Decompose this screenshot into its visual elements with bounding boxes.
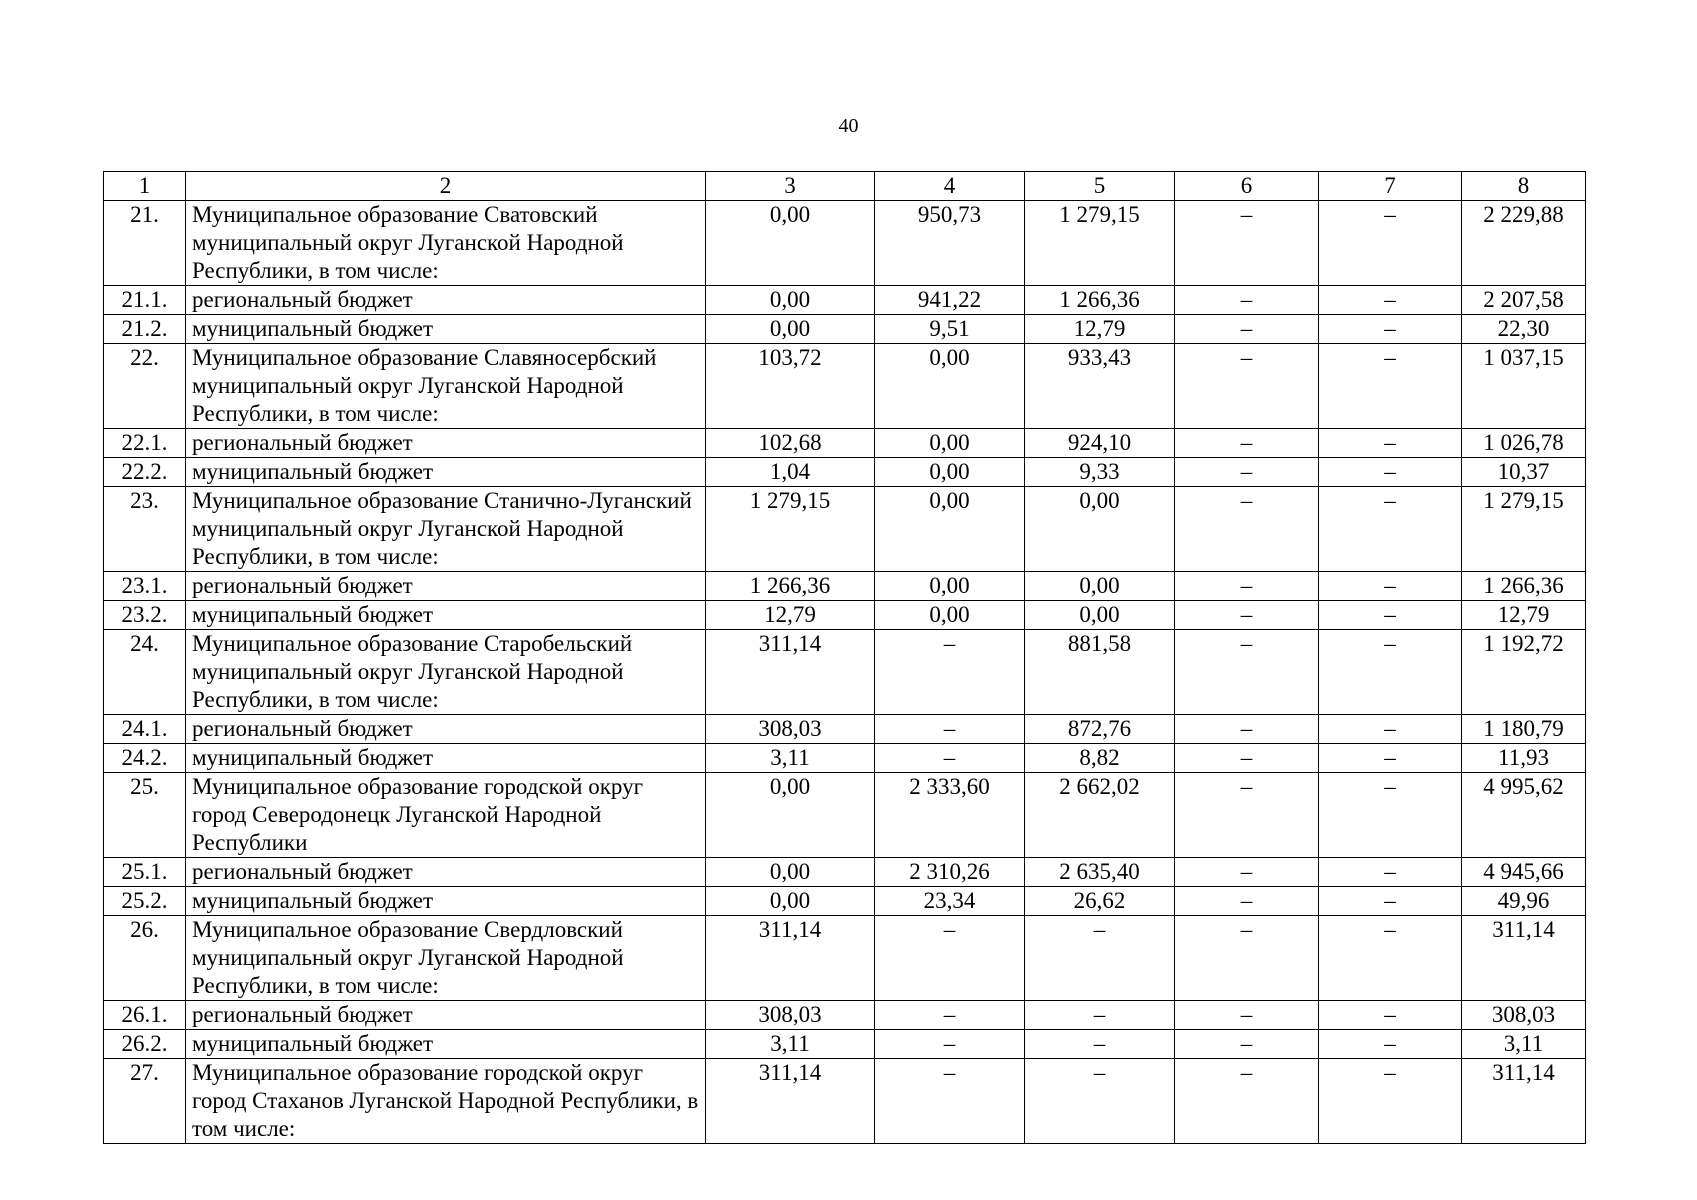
cell-col-8: 308,03 (1462, 1001, 1586, 1030)
table-row (104, 630, 1586, 715)
cell-col-4: – (875, 1059, 1025, 1144)
table-row (104, 773, 1586, 858)
cell-col-8: 1 266,36 (1462, 572, 1586, 601)
cell-col-5: 26,62 (1025, 887, 1175, 916)
cell-col-6: – (1175, 572, 1319, 601)
cell-col-8: 49,96 (1462, 887, 1586, 916)
cell-col-4: 2 310,26 (875, 858, 1025, 887)
cell-col-7: – (1319, 1059, 1462, 1144)
cell-col-3: 311,14 (706, 630, 875, 715)
cell-col-5: 0,00 (1025, 572, 1175, 601)
cell-col-8: 1 279,15 (1462, 487, 1586, 572)
row-number-cell: 25.1. (104, 858, 186, 887)
cell-col-4: 950,73 (875, 201, 1025, 286)
row-number-cell: 27. (104, 1059, 186, 1144)
row-number-cell: 24.2. (104, 744, 186, 773)
cell-col-5: 9,33 (1025, 458, 1175, 487)
row-name-cell: муниципальный бюджет (186, 601, 706, 630)
table-row (104, 572, 1586, 601)
cell-col-3: 308,03 (706, 715, 875, 744)
cell-col-5: 924,10 (1025, 429, 1175, 458)
row-name-cell: Муниципальное образование Станично-Луганский муниципальный округ Луганской Народной Республики, в том числе: (186, 487, 706, 572)
page-number: 40 (838, 115, 859, 137)
row-number-cell: 26.2. (104, 1030, 186, 1059)
cell-col-3: 0,00 (706, 887, 875, 916)
cell-col-8: 311,14 (1462, 1059, 1586, 1144)
row-number-cell: 21.2. (104, 315, 186, 344)
cell-col-7: – (1319, 744, 1462, 773)
table-row (104, 286, 1586, 315)
cell-col-6: – (1175, 916, 1319, 1001)
table-row (104, 1059, 1586, 1144)
table-row (104, 715, 1586, 744)
table-row (104, 1030, 1586, 1059)
cell-col-6: – (1175, 887, 1319, 916)
cell-col-8: 1 192,72 (1462, 630, 1586, 715)
table-row (104, 201, 1586, 286)
row-name-cell: муниципальный бюджет (186, 1030, 706, 1059)
table-row (104, 458, 1586, 487)
cell-col-3: 103,72 (706, 344, 875, 429)
cell-col-3: 12,79 (706, 601, 875, 630)
row-number-cell: 25. (104, 773, 186, 858)
cell-col-5: 2 635,40 (1025, 858, 1175, 887)
table-row (104, 1001, 1586, 1030)
cell-col-6: – (1175, 715, 1319, 744)
column-header-3: 3 (706, 172, 875, 201)
row-name-cell: муниципальный бюджет (186, 315, 706, 344)
row-number-cell: 24.1. (104, 715, 186, 744)
cell-col-4: 0,00 (875, 572, 1025, 601)
cell-col-7: – (1319, 1030, 1462, 1059)
cell-col-3: 0,00 (706, 773, 875, 858)
cell-col-8: 2 229,88 (1462, 201, 1586, 286)
cell-col-8: 4 995,62 (1462, 773, 1586, 858)
cell-col-4: – (875, 744, 1025, 773)
row-number-cell: 24. (104, 630, 186, 715)
cell-col-6: – (1175, 858, 1319, 887)
cell-col-6: – (1175, 201, 1319, 286)
column-header-8: 8 (1462, 172, 1586, 201)
cell-col-8: 1 180,79 (1462, 715, 1586, 744)
table-header-row (104, 172, 1586, 201)
cell-col-8: 12,79 (1462, 601, 1586, 630)
column-header-6: 6 (1175, 172, 1319, 201)
row-name-cell: региональный бюджет (186, 1001, 706, 1030)
cell-col-4: 0,00 (875, 458, 1025, 487)
column-header-1: 1 (104, 172, 186, 201)
cell-col-3: 0,00 (706, 858, 875, 887)
cell-col-6: – (1175, 601, 1319, 630)
cell-col-7: – (1319, 487, 1462, 572)
cell-col-6: – (1175, 315, 1319, 344)
cell-col-4: 941,22 (875, 286, 1025, 315)
cell-col-7: – (1319, 344, 1462, 429)
cell-col-3: 308,03 (706, 1001, 875, 1030)
row-name-cell: Муниципальное образование городской округ город Северодонецк Луганской Народной Республики (186, 773, 706, 858)
cell-col-4: 0,00 (875, 429, 1025, 458)
table-row (104, 429, 1586, 458)
cell-col-7: – (1319, 458, 1462, 487)
row-name-cell: муниципальный бюджет (186, 458, 706, 487)
cell-col-4: – (875, 1001, 1025, 1030)
cell-col-8: 311,14 (1462, 916, 1586, 1001)
cell-col-6: – (1175, 1059, 1319, 1144)
cell-col-7: – (1319, 715, 1462, 744)
cell-col-4: – (875, 916, 1025, 1001)
cell-col-3: 3,11 (706, 744, 875, 773)
cell-col-4: 23,34 (875, 887, 1025, 916)
cell-col-6: – (1175, 429, 1319, 458)
cell-col-5: 2 662,02 (1025, 773, 1175, 858)
cell-col-5: – (1025, 1030, 1175, 1059)
cell-col-8: 22,30 (1462, 315, 1586, 344)
cell-col-8: 11,93 (1462, 744, 1586, 773)
cell-col-7: – (1319, 858, 1462, 887)
cell-col-4: 0,00 (875, 601, 1025, 630)
row-name-cell: муниципальный бюджет (186, 887, 706, 916)
cell-col-5: 872,76 (1025, 715, 1175, 744)
cell-col-8: 1 026,78 (1462, 429, 1586, 458)
cell-col-5: – (1025, 1001, 1175, 1030)
cell-col-4: – (875, 1030, 1025, 1059)
cell-col-8: 10,37 (1462, 458, 1586, 487)
table-row (104, 916, 1586, 1001)
cell-col-6: – (1175, 773, 1319, 858)
cell-col-3: 311,14 (706, 1059, 875, 1144)
cell-col-6: – (1175, 1030, 1319, 1059)
cell-col-6: – (1175, 630, 1319, 715)
row-name-cell: Муниципальное образование Сватовский муниципальный округ Луганской Народной Республики, в том числе: (186, 201, 706, 286)
row-name-cell: региональный бюджет (186, 572, 706, 601)
cell-col-5: – (1025, 1059, 1175, 1144)
cell-col-3: 102,68 (706, 429, 875, 458)
cell-col-3: 1,04 (706, 458, 875, 487)
cell-col-7: – (1319, 887, 1462, 916)
row-name-cell: Муниципальное образование Свердловский муниципальный округ Луганской Народной Республики, в том числе: (186, 916, 706, 1001)
cell-col-7: – (1319, 315, 1462, 344)
cell-col-5: 881,58 (1025, 630, 1175, 715)
row-name-cell: региональный бюджет (186, 286, 706, 315)
row-name-cell: Муниципальное образование Старобельский муниципальный округ Луганской Народной Республики, в том числе: (186, 630, 706, 715)
cell-col-7: – (1319, 286, 1462, 315)
row-name-cell: Муниципальное образование городской округ город Стаханов Луганской Народной Республики, в том числе: (186, 1059, 706, 1144)
row-number-cell: 22.1. (104, 429, 186, 458)
cell-col-7: – (1319, 429, 1462, 458)
cell-col-4: 0,00 (875, 344, 1025, 429)
row-name-cell: региональный бюджет (186, 858, 706, 887)
cell-col-4: – (875, 630, 1025, 715)
cell-col-6: – (1175, 458, 1319, 487)
budget-table (103, 171, 1586, 1144)
table-row (104, 858, 1586, 887)
cell-col-3: 311,14 (706, 916, 875, 1001)
row-name-cell: Муниципальное образование Славяносербский муниципальный округ Луганской Народной Республики, в том числе: (186, 344, 706, 429)
cell-col-5: 0,00 (1025, 487, 1175, 572)
row-number-cell: 26.1. (104, 1001, 186, 1030)
column-header-5: 5 (1025, 172, 1175, 201)
cell-col-4: 2 333,60 (875, 773, 1025, 858)
table-row (104, 887, 1586, 916)
row-number-cell: 26. (104, 916, 186, 1001)
cell-col-7: – (1319, 916, 1462, 1001)
cell-col-5: 12,79 (1025, 315, 1175, 344)
cell-col-6: – (1175, 1001, 1319, 1030)
cell-col-5: 1 279,15 (1025, 201, 1175, 286)
cell-col-8: 2 207,58 (1462, 286, 1586, 315)
cell-col-3: 1 279,15 (706, 487, 875, 572)
cell-col-7: – (1319, 201, 1462, 286)
cell-col-5: – (1025, 916, 1175, 1001)
cell-col-5: 933,43 (1025, 344, 1175, 429)
cell-col-8: 1 037,15 (1462, 344, 1586, 429)
row-number-cell: 23. (104, 487, 186, 572)
cell-col-4: 9,51 (875, 315, 1025, 344)
cell-col-8: 3,11 (1462, 1030, 1586, 1059)
cell-col-3: 0,00 (706, 315, 875, 344)
row-number-cell: 23.1. (104, 572, 186, 601)
row-number-cell: 25.2. (104, 887, 186, 916)
cell-col-7: – (1319, 1001, 1462, 1030)
cell-col-6: – (1175, 744, 1319, 773)
row-name-cell: региональный бюджет (186, 715, 706, 744)
cell-col-3: 3,11 (706, 1030, 875, 1059)
row-number-cell: 22. (104, 344, 186, 429)
cell-col-7: – (1319, 601, 1462, 630)
cell-col-3: 1 266,36 (706, 572, 875, 601)
row-name-cell: региональный бюджет (186, 429, 706, 458)
table-row (104, 744, 1586, 773)
table-row (104, 344, 1586, 429)
row-number-cell: 23.2. (104, 601, 186, 630)
row-name-cell: муниципальный бюджет (186, 744, 706, 773)
cell-col-7: – (1319, 572, 1462, 601)
cell-col-8: 4 945,66 (1462, 858, 1586, 887)
cell-col-6: – (1175, 286, 1319, 315)
cell-col-6: – (1175, 344, 1319, 429)
column-header-2: 2 (186, 172, 706, 201)
row-number-cell: 21. (104, 201, 186, 286)
column-header-7: 7 (1319, 172, 1462, 201)
table-row (104, 601, 1586, 630)
table-row (104, 315, 1586, 344)
cell-col-3: 0,00 (706, 286, 875, 315)
cell-col-6: – (1175, 487, 1319, 572)
cell-col-4: – (875, 715, 1025, 744)
cell-col-3: 0,00 (706, 201, 875, 286)
table-row (104, 487, 1586, 572)
cell-col-7: – (1319, 773, 1462, 858)
column-header-4: 4 (875, 172, 1025, 201)
row-number-cell: 21.1. (104, 286, 186, 315)
cell-col-4: 0,00 (875, 487, 1025, 572)
cell-col-7: – (1319, 630, 1462, 715)
row-number-cell: 22.2. (104, 458, 186, 487)
cell-col-5: 0,00 (1025, 601, 1175, 630)
cell-col-5: 8,82 (1025, 744, 1175, 773)
cell-col-5: 1 266,36 (1025, 286, 1175, 315)
